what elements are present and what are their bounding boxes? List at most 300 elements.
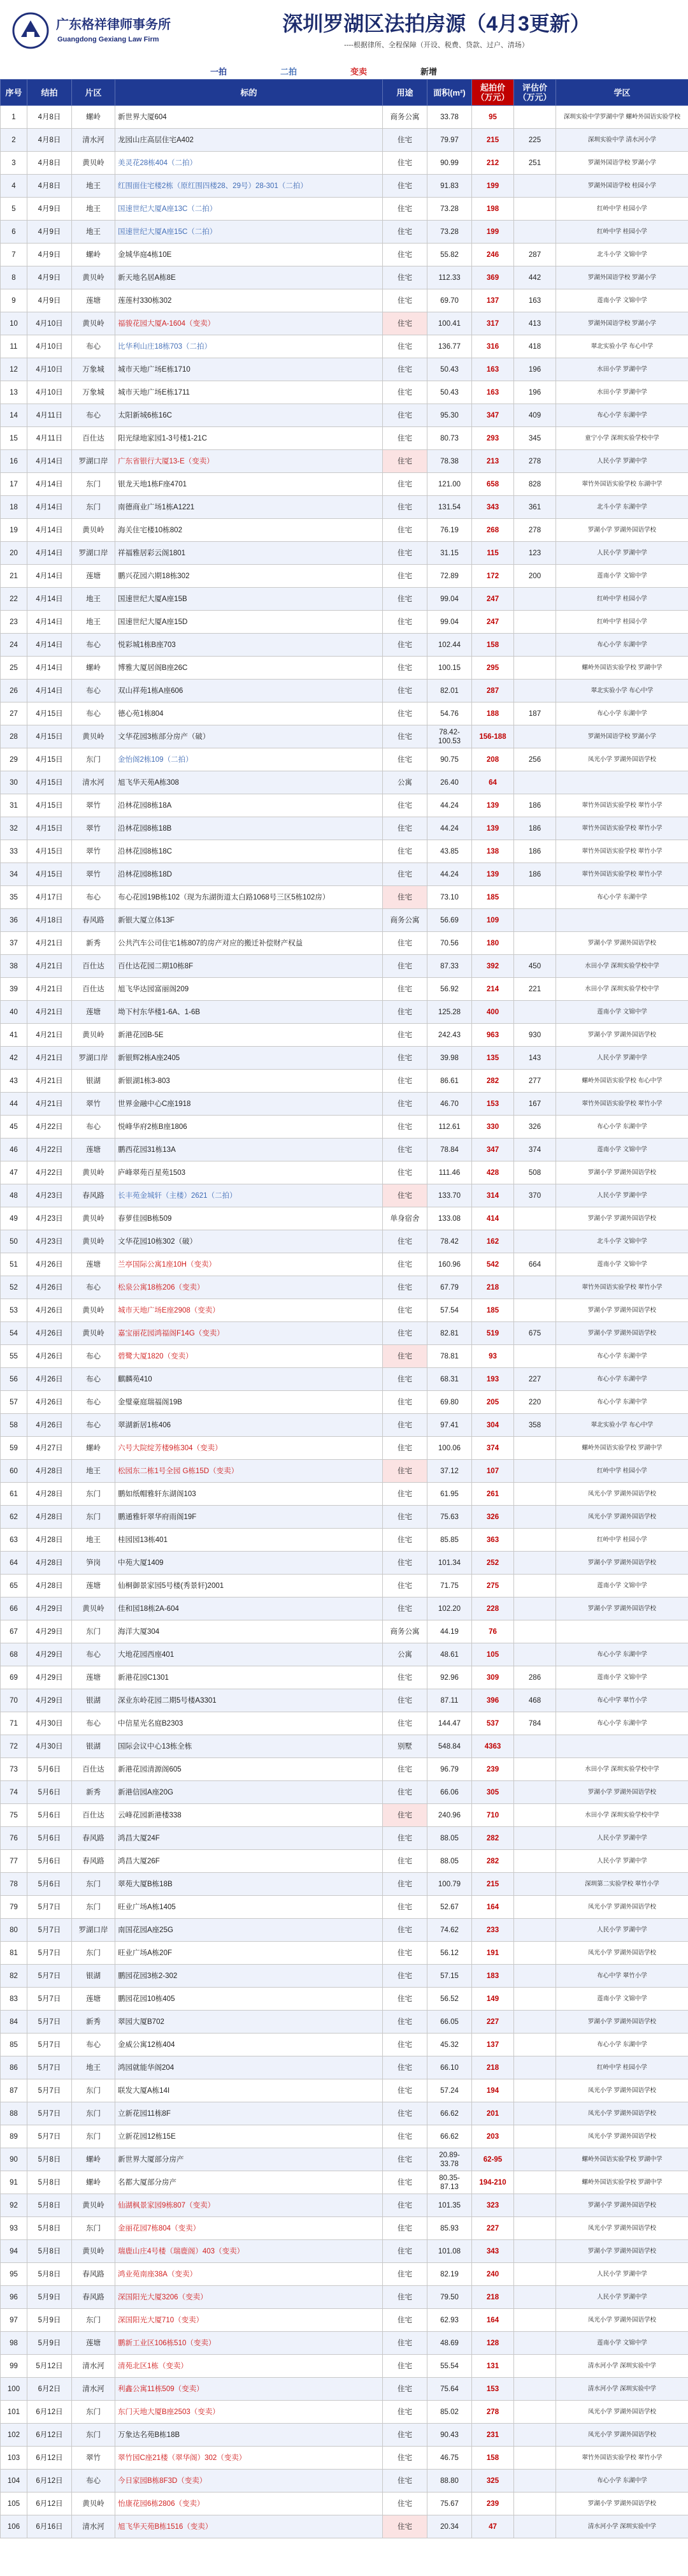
table-row [1, 1529, 688, 1552]
row-start-price: 156-188 [472, 725, 514, 748]
row-start-price: 231 [472, 2424, 514, 2447]
row-area: 52.67 [427, 1896, 472, 1919]
row-usage: 住宅 [383, 1391, 427, 1414]
row-usage: 公寓 [383, 771, 427, 794]
row-number: 33 [1, 840, 27, 863]
row-zone: 翠竹 [72, 817, 115, 840]
row-area: 548.84 [427, 1735, 472, 1758]
row-start-price: 392 [472, 955, 514, 978]
row-start-price: 247 [472, 611, 514, 634]
row-area: 78.38 [427, 450, 472, 473]
row-start-price: 317 [472, 312, 514, 335]
row-eval-price: 143 [514, 1047, 556, 1070]
row-number: 37 [1, 932, 27, 955]
row-eval-price [514, 1620, 556, 1643]
row-start-price: 246 [472, 244, 514, 266]
row-area: 56.69 [427, 909, 472, 932]
row-start-price: 215 [472, 129, 514, 152]
row-eval-price [514, 221, 556, 244]
row-eval-price: 186 [514, 817, 556, 840]
row-date: 5月7日 [27, 1965, 72, 1988]
row-eval-price [514, 1230, 556, 1253]
table-row [1, 886, 688, 909]
row-zone: 清水河 [72, 2378, 115, 2401]
table-row [1, 2034, 688, 2056]
row-start-price: 239 [472, 1758, 514, 1781]
row-zone: 东门 [72, 473, 115, 496]
legend-item [420, 65, 437, 77]
row-school-district: 深圳实验中学罗湖中学 螺岭外国语实验学校 [556, 106, 688, 129]
row-start-price: 64 [472, 771, 514, 794]
row-eval-price: 418 [514, 335, 556, 358]
row-eval-price [514, 2401, 556, 2424]
row-area: 78.81 [427, 1345, 472, 1368]
row-zone: 黄贝岭 [72, 266, 115, 289]
row-school-district: 凤光小学 罗湖外国语学校 [556, 2309, 688, 2332]
row-start-price: 396 [472, 1689, 514, 1712]
row-eval-price [514, 634, 556, 657]
row-eval-price [514, 2125, 556, 2148]
row-area: 101.34 [427, 1552, 472, 1575]
table-row [1, 2470, 688, 2492]
table-row [1, 1161, 688, 1184]
legend-label: 二拍 [280, 67, 297, 76]
row-address: 博雅大厦居阁B座26C [115, 657, 383, 680]
row-school-district: 翠竹外国语实验学校 翠竹小学 [556, 794, 688, 817]
row-date: 5月12日 [27, 2355, 72, 2378]
row-eval-price [514, 2240, 556, 2263]
row-usage: 住宅 [383, 2492, 427, 2515]
row-date: 4月11日 [27, 427, 72, 450]
row-address: 鸿业苑南座38A（变卖） [115, 2263, 383, 2286]
row-address: 碧鹭大厦1820（变卖） [115, 1345, 383, 1368]
row-eval-price [514, 1873, 556, 1896]
row-date: 6月12日 [27, 2447, 72, 2470]
row-usage: 住宅 [383, 1575, 427, 1597]
row-area: 44.24 [427, 863, 472, 886]
row-usage: 住宅 [383, 450, 427, 473]
row-usage: 住宅 [383, 1460, 427, 1483]
row-usage: 住宅 [383, 496, 427, 519]
table-row [1, 840, 688, 863]
row-zone: 布心 [72, 1276, 115, 1299]
row-area: 87.11 [427, 1689, 472, 1712]
row-usage: 住宅 [383, 1827, 427, 1850]
row-area: 100.41 [427, 312, 472, 335]
row-number: 21 [1, 565, 27, 588]
row-area: 121.00 [427, 473, 472, 496]
row-start-price: 304 [472, 1414, 514, 1437]
row-usage: 住宅 [383, 1230, 427, 1253]
row-school-district: 红岭中学 桂园小学 [556, 198, 688, 221]
table-row [1, 427, 688, 450]
table-row [1, 1873, 688, 1896]
row-address: 广东省银行大厦13-E（变卖） [115, 450, 383, 473]
row-eval-price: 167 [514, 1093, 556, 1116]
row-zone: 百仕达 [72, 978, 115, 1001]
row-address: 坳下村东华楼1-6A、1-6B [115, 1001, 383, 1024]
row-area: 73.28 [427, 198, 472, 221]
row-number: 58 [1, 1414, 27, 1437]
row-number: 88 [1, 2102, 27, 2125]
row-school-district: 翠北实验小学 布心中学 [556, 680, 688, 702]
row-start-price: 369 [472, 266, 514, 289]
row-address: 新银湖1栋3-803 [115, 1070, 383, 1093]
row-date: 5月7日 [27, 2079, 72, 2102]
row-start-price: 139 [472, 817, 514, 840]
row-area: 125.28 [427, 1001, 472, 1024]
row-school-district: 布心小学 东湖中学 [556, 1116, 688, 1139]
row-number: 15 [1, 427, 27, 450]
row-zone: 清水河 [72, 771, 115, 794]
row-start-price: 227 [472, 2217, 514, 2240]
row-eval-price [514, 2217, 556, 2240]
row-eval-price: 468 [514, 1689, 556, 1712]
row-zone: 百仕达 [72, 427, 115, 450]
row-number: 1 [1, 106, 27, 129]
row-area: 85.93 [427, 2217, 472, 2240]
row-number: 27 [1, 702, 27, 725]
row-start-price: 203 [472, 2125, 514, 2148]
row-usage: 公寓 [383, 1643, 427, 1666]
row-usage: 住宅 [383, 1093, 427, 1116]
row-area: 111.46 [427, 1161, 472, 1184]
row-eval-price [514, 175, 556, 198]
table-row [1, 2102, 688, 2125]
row-usage: 住宅 [383, 863, 427, 886]
row-number: 38 [1, 955, 27, 978]
column-header: 起拍价（万元） [472, 80, 514, 106]
row-start-price: 293 [472, 427, 514, 450]
row-address: 国速世纪大厦A座15C（二拍） [115, 221, 383, 244]
row-date: 4月8日 [27, 106, 72, 129]
row-date: 5月6日 [27, 1781, 72, 1804]
row-eval-price [514, 2355, 556, 2378]
row-date: 5月7日 [27, 2125, 72, 2148]
row-area: 99.04 [427, 588, 472, 611]
row-usage: 住宅 [383, 1368, 427, 1391]
header [0, 0, 688, 69]
row-usage: 住宅 [383, 1896, 427, 1919]
row-zone: 百仕达 [72, 1758, 115, 1781]
row-number: 96 [1, 2286, 27, 2309]
row-date: 4月15日 [27, 748, 72, 771]
row-address: 松园东二栋1号全园 G栋15D（变卖） [115, 1460, 383, 1483]
row-school-district: 罗湖外国语学校 罗湖小学 [556, 725, 688, 748]
row-zone: 春风路 [72, 909, 115, 932]
row-usage: 住宅 [383, 1184, 427, 1207]
row-number: 45 [1, 1116, 27, 1139]
row-eval-price: 278 [514, 450, 556, 473]
row-school-district: 深圳第二实验学校 翠竹小学 [556, 1873, 688, 1896]
table-row [1, 955, 688, 978]
row-area: 61.95 [427, 1483, 472, 1506]
row-usage: 住宅 [383, 244, 427, 266]
row-school-district: 凤光小学 罗湖外国语学校 [556, 2125, 688, 2148]
row-eval-price [514, 1483, 556, 1506]
table-row [1, 221, 688, 244]
row-start-price: 227 [472, 2011, 514, 2034]
row-address: 南国花园A座25G [115, 1919, 383, 1942]
row-school-district [556, 909, 688, 932]
row-area: 112.61 [427, 1116, 472, 1139]
row-zone: 新秀 [72, 932, 115, 955]
row-area: 56.92 [427, 978, 472, 1001]
row-date: 4月23日 [27, 1207, 72, 1230]
row-date: 5月7日 [27, 2056, 72, 2079]
row-area: 76.19 [427, 519, 472, 542]
row-usage: 住宅 [383, 2034, 427, 2056]
row-zone: 新秀 [72, 2011, 115, 2034]
row-zone: 布心 [72, 1712, 115, 1735]
row-number: 8 [1, 266, 27, 289]
row-address: 金璧豪庭瑞福阁19B [115, 1391, 383, 1414]
row-usage: 住宅 [383, 1781, 427, 1804]
table-row [1, 289, 688, 312]
row-school-district: 凤光小学 罗湖外国语学校 [556, 1483, 688, 1506]
row-address: 翠竹园C座21楼（翠华阁）302（变卖） [115, 2447, 383, 2470]
row-usage: 住宅 [383, 198, 427, 221]
row-school-district: 凤光小学 罗湖外国语学校 [556, 2079, 688, 2102]
row-usage: 住宅 [383, 2401, 427, 2424]
row-start-price: 710 [472, 1804, 514, 1827]
row-date: 5月8日 [27, 2240, 72, 2263]
row-school-district: 罗湖小学 罗湖外国语学校 [556, 1552, 688, 1575]
row-school-district: 螺岭外国语实验学校 罗湖中学 [556, 2171, 688, 2194]
row-number: 17 [1, 473, 27, 496]
row-address: 旺业广场A栋20F [115, 1942, 383, 1965]
row-date: 6月2日 [27, 2378, 72, 2401]
row-area: 92.96 [427, 1666, 472, 1689]
row-address: 双山祥苑1栋A座606 [115, 680, 383, 702]
row-address: 文华花园10栋302（破） [115, 1230, 383, 1253]
row-number: 83 [1, 1988, 27, 2011]
row-number: 60 [1, 1460, 27, 1483]
row-number: 62 [1, 1506, 27, 1529]
row-date: 4月14日 [27, 473, 72, 496]
row-address: 利鑫公寓11栋509（变卖） [115, 2378, 383, 2401]
row-zone: 黄贝岭 [72, 312, 115, 335]
page-title: 深圳罗湖区法拍房源（4月3更新） [282, 12, 591, 35]
row-eval-price [514, 1299, 556, 1322]
row-area: 57.54 [427, 1299, 472, 1322]
row-school-district: 布心小学 东湖中学 [556, 1712, 688, 1735]
row-school-district: 水田小学 深圳实验学校中学 [556, 1804, 688, 1827]
row-school-district: 人民小学 罗湖中学 [556, 1184, 688, 1207]
row-usage: 住宅 [383, 1758, 427, 1781]
row-eval-price [514, 1781, 556, 1804]
row-school-district: 凤光小学 罗湖外国语学校 [556, 1506, 688, 1529]
row-eval-price [514, 2309, 556, 2332]
row-date: 4月14日 [27, 588, 72, 611]
row-number: 23 [1, 611, 27, 634]
row-school-district: 红岭中学 桂园小学 [556, 221, 688, 244]
row-school-district: 凤光小学 罗湖外国语学校 [556, 1942, 688, 1965]
row-eval-price: 196 [514, 381, 556, 404]
row-date: 4月15日 [27, 863, 72, 886]
row-eval-price: 287 [514, 244, 556, 266]
row-area: 62.93 [427, 2309, 472, 2332]
row-date: 4月10日 [27, 312, 72, 335]
row-area: 102.20 [427, 1597, 472, 1620]
table-row [1, 519, 688, 542]
row-start-price: 115 [472, 542, 514, 565]
row-start-price: 76 [472, 1620, 514, 1643]
table-row [1, 588, 688, 611]
row-date: 4月9日 [27, 244, 72, 266]
row-zone: 东门 [72, 1620, 115, 1643]
row-start-price: 963 [472, 1024, 514, 1047]
row-zone: 布心 [72, 1116, 115, 1139]
row-eval-price [514, 2263, 556, 2286]
row-date: 4月26日 [27, 1368, 72, 1391]
table-row [1, 2447, 688, 2470]
row-date: 5月7日 [27, 2034, 72, 2056]
row-zone: 布心 [72, 886, 115, 909]
row-start-price: 347 [472, 404, 514, 427]
row-eval-price [514, 1804, 556, 1827]
table-row [1, 1965, 688, 1988]
row-number: 105 [1, 2492, 27, 2515]
row-eval-price [514, 1276, 556, 1299]
table-row [1, 1575, 688, 1597]
row-zone: 笋岗 [72, 1552, 115, 1575]
row-date: 4月14日 [27, 634, 72, 657]
row-zone: 翠竹 [72, 1093, 115, 1116]
row-school-district: 罗湖小学 罗湖外国语学校 [556, 519, 688, 542]
table-row [1, 1414, 688, 1437]
row-eval-price [514, 2148, 556, 2171]
row-number: 42 [1, 1047, 27, 1070]
row-date: 4月23日 [27, 1184, 72, 1207]
row-usage: 住宅 [383, 657, 427, 680]
row-school-district: 人民小学 罗湖中学 [556, 1919, 688, 1942]
row-area: 66.62 [427, 2125, 472, 2148]
row-eval-price [514, 2332, 556, 2355]
row-usage: 住宅 [383, 542, 427, 565]
row-address: 联发大厦A栋14I [115, 2079, 383, 2102]
row-number: 50 [1, 1230, 27, 1253]
row-school-district: 翠竹外国语实验学校 翠竹小学 [556, 817, 688, 840]
row-address: 瑞鹿山庄4号楼（瑞鹿阁）403（变卖） [115, 2240, 383, 2263]
row-zone: 螺岭 [72, 657, 115, 680]
table-row [1, 634, 688, 657]
row-eval-price: 370 [514, 1184, 556, 1207]
row-date: 6月12日 [27, 2492, 72, 2515]
row-zone: 黄贝岭 [72, 1024, 115, 1047]
row-eval-price: 675 [514, 1322, 556, 1345]
row-zone: 翠竹 [72, 863, 115, 886]
table-row [1, 266, 688, 289]
table-row [1, 1850, 688, 1873]
row-eval-price [514, 1643, 556, 1666]
table-row [1, 1666, 688, 1689]
row-eval-price [514, 1827, 556, 1850]
row-usage: 住宅 [383, 725, 427, 748]
row-start-price: 163 [472, 381, 514, 404]
legend [0, 62, 688, 79]
row-area: 20.34 [427, 2515, 472, 2538]
row-eval-price [514, 2034, 556, 2056]
row-zone: 莲塘 [72, 1001, 115, 1024]
row-area: 136.77 [427, 335, 472, 358]
table-row [1, 909, 688, 932]
row-usage: 住宅 [383, 1873, 427, 1896]
row-zone: 黄贝岭 [72, 1299, 115, 1322]
row-school-district: 翠北实验小学 布心中学 [556, 335, 688, 358]
row-address: 鸿园就能华阁204 [115, 2056, 383, 2079]
row-date: 4月26日 [27, 1414, 72, 1437]
row-area: 50.43 [427, 381, 472, 404]
row-usage: 住宅 [383, 1666, 427, 1689]
row-school-district: 罗湖小学 罗湖外国语学校 [556, 1597, 688, 1620]
row-usage: 住宅 [383, 2102, 427, 2125]
row-number: 78 [1, 1873, 27, 1896]
row-zone: 布心 [72, 1414, 115, 1437]
row-start-price: 164 [472, 2309, 514, 2332]
row-eval-price [514, 1965, 556, 1988]
row-start-price: 208 [472, 748, 514, 771]
row-area: 73.10 [427, 886, 472, 909]
row-zone: 布心 [72, 680, 115, 702]
row-usage: 单身宿舍 [383, 1207, 427, 1230]
row-date: 4月29日 [27, 1643, 72, 1666]
row-date: 4月14日 [27, 657, 72, 680]
row-date: 4月9日 [27, 289, 72, 312]
row-date: 4月21日 [27, 1070, 72, 1093]
row-start-price: 105 [472, 1643, 514, 1666]
row-number: 49 [1, 1207, 27, 1230]
row-date: 4月10日 [27, 381, 72, 404]
row-usage: 住宅 [383, 1139, 427, 1161]
row-number: 4 [1, 175, 27, 198]
row-date: 4月21日 [27, 955, 72, 978]
row-start-price: 287 [472, 680, 514, 702]
row-school-district: 莲南小学 文锦中学 [556, 1253, 688, 1276]
row-zone: 布心 [72, 1391, 115, 1414]
table-row [1, 2492, 688, 2515]
row-number: 10 [1, 312, 27, 335]
row-number: 92 [1, 2194, 27, 2217]
row-zone: 布心 [72, 634, 115, 657]
row-usage: 住宅 [383, 1414, 427, 1437]
row-address: 立新花园12栋15E [115, 2125, 383, 2148]
row-start-price: 4363 [472, 1735, 514, 1758]
row-school-district: 布心小学 东湖中学 [556, 404, 688, 427]
row-school-district: 莲南小学 文锦中学 [556, 1139, 688, 1161]
row-number: 101 [1, 2401, 27, 2424]
table-body [1, 106, 688, 2538]
row-usage: 住宅 [383, 588, 427, 611]
row-date: 4月21日 [27, 932, 72, 955]
row-eval-price [514, 1506, 556, 1529]
row-area: 82.81 [427, 1322, 472, 1345]
row-start-price: 128 [472, 2332, 514, 2355]
row-number: 35 [1, 886, 27, 909]
row-eval-price [514, 1552, 556, 1575]
row-usage: 住宅 [383, 289, 427, 312]
row-date: 4月28日 [27, 1483, 72, 1506]
row-usage: 住宅 [383, 335, 427, 358]
row-number: 100 [1, 2378, 27, 2401]
row-date: 5月7日 [27, 1942, 72, 1965]
row-zone: 黄贝岭 [72, 725, 115, 748]
row-eval-price [514, 2102, 556, 2125]
row-eval-price [514, 2492, 556, 2515]
row-number: 7 [1, 244, 27, 266]
row-date: 5月7日 [27, 1988, 72, 2011]
row-date: 5月8日 [27, 2194, 72, 2217]
